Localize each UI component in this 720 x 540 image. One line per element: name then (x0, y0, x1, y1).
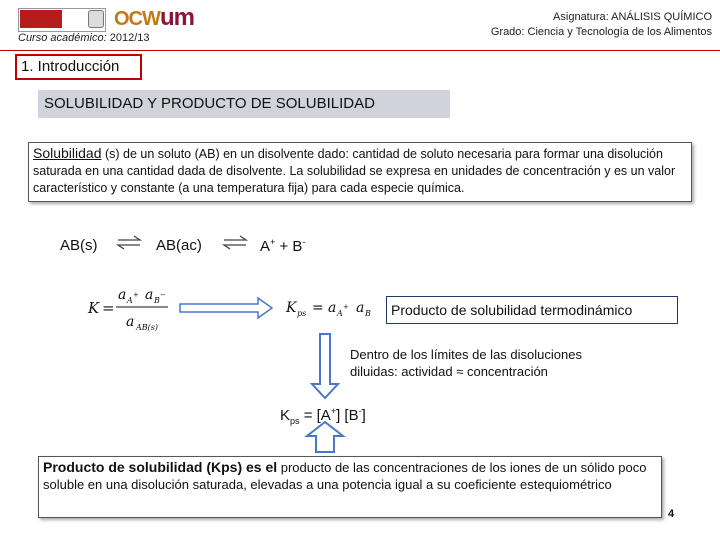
svg-text:ps: ps (297, 309, 307, 318)
right-arrow-icon (180, 298, 272, 318)
svg-text:+: + (133, 291, 139, 299)
svg-text:K: K (286, 300, 297, 316)
definition-text: (s) de un soluto (AB) en un disolvente dado: cantidad de soluto necesaria para formar una disolución saturada en una cantidad dada de disolvente. La solubilidad se expresa en unidades de concentración y es un valor característico y constante (a una temperatura fija) para cada especie química. (33, 147, 676, 195)
equilibrium-ions: A+ + B- (260, 237, 306, 255)
down-arrow-icon (312, 334, 338, 398)
equilibrium-solid: AB(s) (60, 237, 98, 254)
svg-text:−: − (160, 291, 166, 299)
svg-text:+: + (343, 303, 349, 311)
definition-term: Solubilidad (33, 145, 102, 161)
up-arrow-icon (307, 422, 343, 452)
equilibrium-aqueous: AB(ac) (156, 237, 202, 254)
kps-definition-text: producto de las concentraciones de los iones de un sólido poco soluble en una disolución saturada, elevadas a una potencia igual a su coeficiente estequiométrico (43, 460, 647, 492)
course-year: Curso académico: 2012/13 (18, 32, 150, 44)
ksp-activity-expression (285, 300, 371, 318)
svg-text:a: a (145, 287, 154, 303)
svg-text:a: a (328, 300, 337, 316)
svg-text:A: A (127, 296, 133, 305)
equilibrium-arrow-icon (118, 236, 246, 249)
slide-title: SOLUBILIDAD Y PRODUCTO DE SOLUBILIDAD (38, 90, 450, 118)
ocw-logo: OCW (114, 8, 160, 30)
page-number: 4 (668, 508, 675, 520)
subject-name: Asignatura: ANÁLISIS QUÍMICO (553, 11, 712, 23)
k-activity-expression (87, 287, 168, 332)
svg-text:a: a (356, 300, 365, 316)
section-label: 1. Introducción (15, 54, 142, 80)
svg-text:=: = (312, 300, 324, 316)
svg-text:a: a (118, 287, 127, 303)
ksp-label-box: Producto de solubilidad termodinámico (386, 296, 678, 324)
kps-definition (38, 456, 662, 518)
svg-text:AB(s): AB(s) (136, 323, 159, 332)
svg-text:K: K (88, 299, 100, 317)
svg-text:=: = (102, 299, 115, 317)
kps-concentration-expression: $K_{ps} = [A^+]$ [B-] (280, 406, 366, 426)
dilute-solution-note: Dentro de los límites de las disoluciones diluidas: actividad ≈ concentración (350, 347, 582, 379)
kps-definition-lead: Producto de solubilidad (Kps) es el (43, 459, 278, 475)
svg-text:B: B (365, 309, 371, 318)
svg-text:a: a (126, 314, 135, 330)
svg-text:A: A (337, 309, 343, 318)
degree-name: Grado: Ciencia y Tecnología de los Alimentos (490, 26, 712, 38)
um-logo: um (160, 4, 194, 31)
svg-text:B: B (154, 296, 160, 305)
